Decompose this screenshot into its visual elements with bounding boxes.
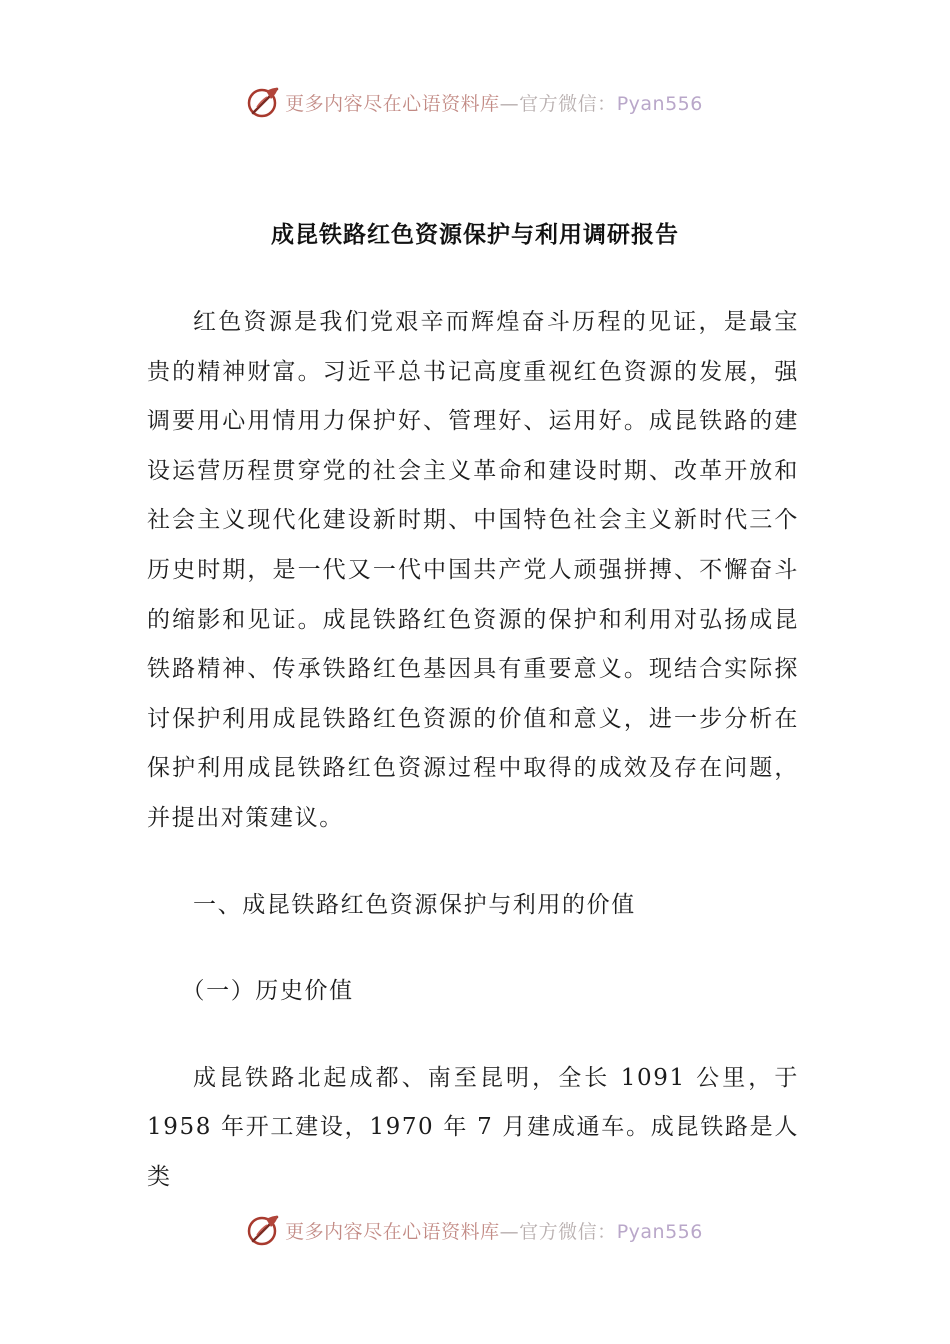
watermark-wechat-label: 官方微信： <box>519 92 617 115</box>
body-paragraph: 成昆铁路北起成都、南至昆明，全长 1091 公里，于 1958 年开工建设，1970 年 7 月建成通车。成昆铁路是人类 <box>147 1064 799 1190</box>
watermark-wechat-label: 官方微信： <box>519 1220 617 1243</box>
document-body <box>147 298 799 1203</box>
watermark-banner-top <box>0 82 950 122</box>
watermark-handle: Pyan556 <box>616 1220 703 1243</box>
section-heading: 一、成昆铁路红色资源保护与利用的价值 <box>193 891 636 918</box>
document-title: 成昆铁路红色资源保护与利用调研报告 <box>271 221 679 248</box>
quill-pen-circle-icon <box>247 1213 281 1247</box>
watermark-dash: — <box>499 1220 520 1243</box>
intro-paragraph: 红色资源是我们党艰辛而辉煌奋斗历程的见证，是最宝贵的精神财富。习近平总书记高度重视红色资源的发展，强调要用心用情用力保护好、管理好、运用好。成昆铁路的建设运营历程贯穿党的社会主义革命和建设时期、改革开放和社会主义现代化建设新时期、中国特色社会主义新时代三个历史时期，是一代又一代中国共产党人顽强拼搏、不懈奋斗的缩影和见证。成昆铁路红色资源的保护和利用对弘扬成昆铁路精神、传承铁路红色基因具有重要意义。现结合实际探讨保护利用成昆铁路红色资源的价值和意义，进一步分析在保护利用成昆铁路红色资源过程中取得的成效及存在问题，并提出对策建议。 <box>147 309 799 831</box>
watermark-prefix: 更多内容尽在心语资料库 <box>285 92 500 115</box>
watermark-text <box>285 89 703 116</box>
subsection-heading: （一）历史价值 <box>181 978 354 1005</box>
watermark-prefix: 更多内容尽在心语资料库 <box>285 1220 500 1243</box>
quill-pen-circle-icon <box>247 85 281 119</box>
watermark-handle: Pyan556 <box>616 92 703 115</box>
watermark-banner-bottom <box>0 1210 950 1250</box>
watermark-text <box>285 1217 703 1244</box>
watermark-dash: — <box>499 92 520 115</box>
